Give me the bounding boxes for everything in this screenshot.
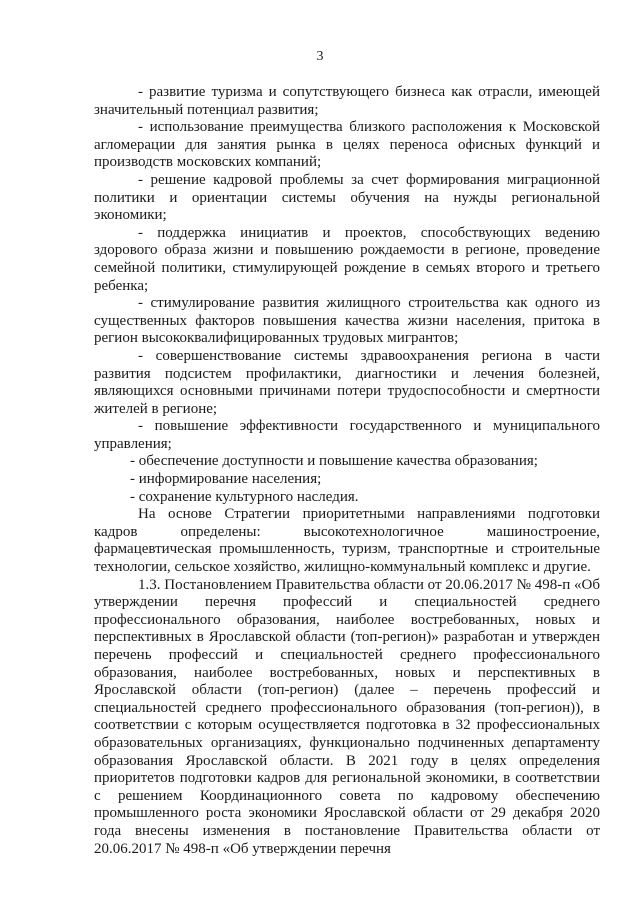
document-body bbox=[94, 84, 600, 858]
list-item: - повышение эффективности государственного и муниципального управления; bbox=[94, 418, 600, 452]
page-number: 3 bbox=[316, 49, 324, 64]
list-item: - совершенствование системы здравоохранения региона в части развития подсистем профилактики, диагностики и лечения болезней, являющихся основными причинами потери трудоспособности и смертности жителей в регионе; bbox=[94, 347, 600, 417]
paragraph-1-3: 1.3. Постановлением Правительства области от 20.06.2017 № 498-п «Об утверждении перечня профессий и специальностей среднего профессионального образования, наиболее востребованных, новых и перспективных в Ярославской области (топ-регион)» разработан и утвержден перечень профессий и специальностей среднего профессионального образования, наиболее востребованных, новых и перспективных в Ярославской области (топ-регион) (далее – перечень профессий и специальностей среднего профессионального образования (топ-регион)), в соответствии с которым осуществляется подготовка в 32 профессиональных образовательных организациях, функционально подчиненных департаменту образования Ярославской области. В 2021 году в целях определения приоритетов подготовки кадров для региональной экономики, в соответствии с решением Координационного совета по кадровому обеспечению промышленного роста экономики Ярославской области от 29 декабря 2020 года внесены изменения в постановление Правительства области от 20.06.2017 № 498-п «Об утверждении перечня bbox=[94, 576, 600, 857]
list-item: - сохранение культурного наследия. bbox=[130, 488, 359, 505]
list-item: - использование преимущества близкого расположения к Московской агломерации для занятия рынка в целях переноса офисных функций и производств московских компаний; bbox=[94, 119, 600, 171]
list-item: - обеспечение доступности и повышение качества образования; bbox=[130, 453, 538, 470]
list-item: - решение кадровой проблемы за счет формирования миграционной политики и ориентации системы обучения на нужды региональной экономики; bbox=[94, 171, 600, 224]
list-item: - поддержка инициатив и проектов, способствующих ведению здорового образа жизни и повышению рождаемости в регионе, проведение семейной политики, стимулирующей рождение в семьях второго и третьего ребенка; bbox=[94, 224, 600, 294]
list-item: - информирование населения; bbox=[130, 471, 322, 488]
list-item: - развитие туризма и сопутствующего бизнеса как отрасли, имеющей значительный потенциал развития; bbox=[94, 84, 600, 118]
paragraph-strategy: На основе Стратегии приоритетными направлениями подготовки кадров определены: высокотехнологичное машиностроение, фармацевтическая промышленность, туризм, транспортные и строительные технологии, сельское хозяйство, жилищно-коммунальный комплекс и другие. bbox=[94, 506, 600, 576]
list-item: - стимулирование развития жилищного строительства как одного из существенных факторов повышения качества жизни населения, притока в регион высококвалифицированных трудовых мигрантов; bbox=[94, 295, 600, 347]
